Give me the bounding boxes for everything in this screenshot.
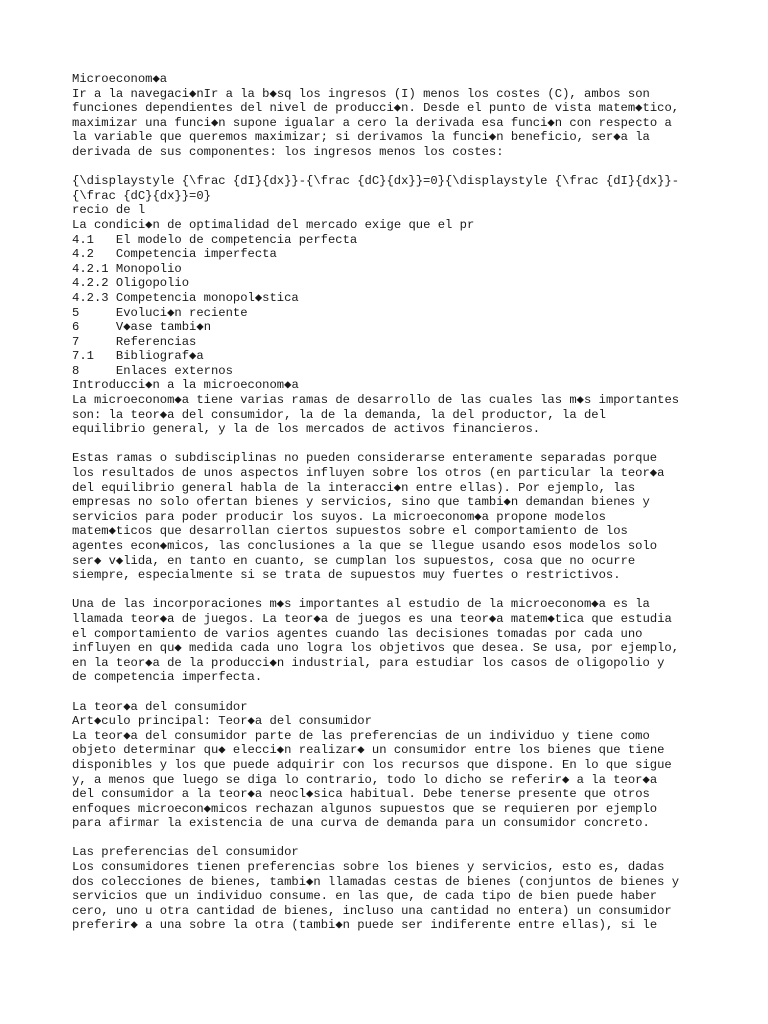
text-line: Art◆culo principal: Teor◆a del consumidor [72, 714, 372, 729]
text-line: para afirmar la existencia de una curva de demanda para un consumidor concreto. [72, 816, 650, 831]
text-line: 7 Referencias [72, 334, 197, 349]
text-line: ser◆ v◆lida, en tanto en cuanto, se cumplan los supuestos, cosa que no ocurre [72, 553, 636, 568]
text-line: cero, uno u otra cantidad de bienes, incluso una cantidad no entera) un consumidor [72, 903, 672, 918]
text-line: 7.1 Bibliograf◆a [72, 349, 204, 364]
text-line: 6 V◆ase tambi◆n [72, 320, 212, 335]
text-line: Los consumidores tienen preferencias sobre los bienes y servicios, esto es, dadas [72, 860, 665, 875]
text-line: dos colecciones de bienes, tambi◆n llamadas cestas de bienes (conjuntos de bienes y [72, 874, 680, 889]
text-line: el comportamiento de varios agentes cuando las decisiones tomadas por cada uno [72, 626, 643, 641]
text-line: en la teor◆a de la producci◆n industrial, para estudiar los casos de oligopolio y [72, 655, 665, 670]
paragraph-gap [72, 831, 712, 846]
text-line: del consumidor a la teor◆a neocl◆sica habitual. Debe tenerse presente que otros [72, 787, 650, 802]
text-line: recio de l [72, 203, 146, 218]
text-line: La teor◆a del consumidor parte de las preferencias de un individuo y tiene como [72, 728, 650, 743]
text-line: Ir a la navegaci◆nIr a la b◆sq los ingresos (I) menos los costes (C), ambos son [72, 86, 650, 101]
text-line: son: la teor◆a del consumidor, la de la demanda, la del productor, la del [72, 407, 606, 422]
text-line: 4.2 Competencia imperfecta [72, 247, 277, 262]
text-line: preferir◆ a una sobre la otra (tambi◆n puede ser indiferente entre ellas), si le [72, 918, 658, 933]
text-line: Una de las incorporaciones m◆s importantes al estudio de la microeconom◆a es la [72, 597, 650, 612]
text-line: servicios que un individuo consume. en las que, de cada tipo de bien puede haber [72, 889, 658, 904]
text-line: 4.2.1 Monopolio [72, 261, 182, 276]
text-line: 8 Enlaces externos [72, 363, 233, 378]
text-line: y, a menos que luego se diga lo contrario, todo lo dicho se referir◆ a la teor◆a [72, 772, 658, 787]
text-line: empresas no solo ofertan bienes y servicios, sino que tambi◆n demandan bienes y [72, 495, 650, 510]
text-line: {\displaystyle {\frac {dI}{dx}}-{\frac {dC}{dx}}=0}{\displaystyle {\frac {dI}{dx}}- [72, 174, 680, 189]
text-line: maximizar una funci◆n supone igualar a cero la derivada esa funci◆n con respecto a [72, 115, 672, 130]
text-line: llamada teor◆a de juegos. La teor◆a de juegos es una teor◆a matem◆tica que estudia [72, 611, 672, 626]
text-line: siempre, especialmente si se trata de supuestos muy fuertes o restrictivos. [72, 568, 621, 583]
text-line: objeto determinar qu◆ elecci◆n realizar◆ un consumidor entre los bienes que tiene [72, 743, 665, 758]
text-line: de competencia imperfecta. [72, 670, 263, 685]
paragraph-gap [72, 685, 712, 700]
paragraph-gap [72, 437, 712, 452]
text-line: matem◆ticos que desarrollan ciertos supuestos sobre el comportamiento de los [72, 524, 628, 539]
text-line: servicios para poder producir los suyos. La microeconom◆a propone modelos [72, 509, 606, 524]
paragraph-gap [72, 160, 712, 175]
text-line: 4.2.2 Oligopolio [72, 276, 190, 291]
document-page [72, 72, 712, 933]
text-line: Introducci◆n a la microeconom◆a [72, 378, 299, 393]
text-line: {\frac {dC}{dx}}=0} [72, 188, 211, 203]
text-line: influyen en qu◆ medida cada uno logra los objetivos que desea. Se usa, por ejemplo, [72, 641, 680, 656]
text-line: enfoques microecon◆micos rechazan algunos supuestos que se requieren por ejemplo [72, 801, 658, 816]
text-line: La teor◆a del consumidor [72, 699, 248, 714]
text-line: derivada de sus componentes: los ingresos menos los costes: [72, 144, 504, 159]
text-line: del equilibrio general habla de la interacci◆n entre ellas). Por ejemplo, las [72, 480, 636, 495]
text-line: 4.2.3 Competencia monopol◆stica [72, 290, 299, 305]
text-line: agentes econ◆micos, las conclusiones a la que se llegue usando esos modelos solo [72, 539, 658, 553]
text-line: 4.1 El modelo de competencia perfecta [72, 232, 358, 247]
text-line: los resultados de unos aspectos influyen sobre los otros (en particular la teor◆a [72, 466, 665, 481]
text-line: 5 Evoluci◆n reciente [72, 305, 248, 320]
text-line: disponibles y los que puede adquirir con los recursos que dispone. En lo que sigue [72, 757, 672, 772]
text-line: equilibrio general, y la de los mercados de activos financieros. [72, 422, 541, 437]
text-line: La microeconom◆a tiene varias ramas de desarrollo de las cuales las m◆s importantes [72, 393, 680, 408]
text-line: funciones dependientes del nivel de producci◆n. Desde el punto de vista matem◆tico, [72, 101, 680, 116]
text-line: La condici◆n de optimalidad del mercado exige que el pr [72, 217, 475, 232]
text-line: Microeconom◆a [72, 72, 168, 86]
text-line: Las preferencias del consumidor [72, 845, 299, 860]
text-line: Estas ramas o subdisciplinas no pueden considerarse enteramente separadas porque [72, 451, 658, 466]
paragraph-gap [72, 583, 712, 598]
text-line: la variable que queremos maximizar; si derivamos la funci◆n beneficio, ser◆a la [72, 130, 650, 145]
